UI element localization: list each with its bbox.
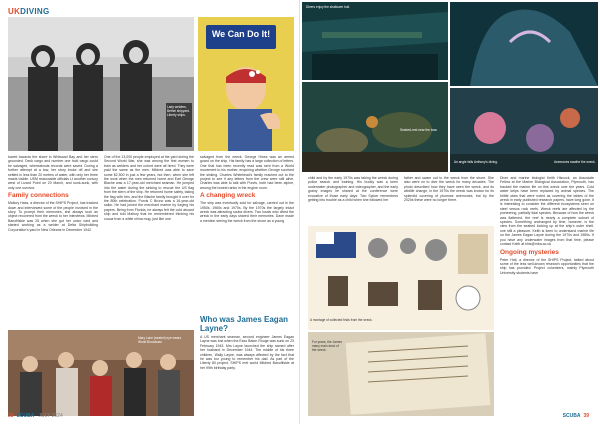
letter-photo xyxy=(308,332,494,416)
party-photo xyxy=(8,330,194,416)
seabed-photo xyxy=(302,82,448,172)
crew-photo-art xyxy=(8,17,194,151)
wreck-right-photo xyxy=(450,2,598,86)
column-text: child and by the early 1970s was taking the wreck during police search and training. His buddy was a keen underwater photographer and videographer, and the early grainy images he shared at the conference were evocative of those early days. Two Spicer remembers getting into trouble as a child when she followed her xyxy=(308,176,398,203)
crew-photo-caption: Lady welders, Bethel shipyard. Liberty ships. xyxy=(167,105,190,117)
artifacts-photo xyxy=(308,226,494,330)
who-was-heading: Who was James Eagan Layne? xyxy=(200,315,289,333)
right-column-1 xyxy=(308,176,398,204)
family-connections-heading: Family connections xyxy=(8,192,69,200)
letter-caption: For years, the James many main deck of the wreck. xyxy=(312,340,342,352)
right-page xyxy=(300,0,600,424)
left-column-1 xyxy=(8,155,98,234)
wreck-top-art xyxy=(302,2,448,80)
wreck-top-photo xyxy=(302,2,448,80)
left-column-2 xyxy=(104,155,194,223)
column-text: One of the 13,000 people employed at the yard during the Second World War, she was among the first women to train as welders and her cohort were all hired. They were paid the same as the men. Mildred was able to save some $2,500 in just a few years, but then, when she left the work when the men returned home and Earl George Blache was a 17-year-old merchant seaman. He jumped into the water during the sinking to rescue the US flag from the stern of the ship. He returned home safely, taking the flag with him, and the Blache family brought it over for the 80th celebration. Purvis C Bruno was a 16-year-old sailor. He had joined the merchant marine by forging his papers. Being from Florida, he always felt the cold aboard ship and told Mallory that he remembered thinking his cocoa from a white china mug, just like one xyxy=(104,155,195,221)
left-column-3 xyxy=(200,155,294,225)
ongoing-mysteries-heading: Ongoing mysteries xyxy=(500,248,559,256)
column-text: The ship was eventually sold for salvage, carried out in the 1950s, 1960s and 1970s. By the 1970s the largely intact wreck was attracting scuba divers. Two locals who dived the wreck in the early days shared their memories. Dave made a mention seeing the wreck from the shore as a young xyxy=(200,201,294,223)
poster-title: We Can Do It! xyxy=(211,29,271,39)
anemone-photo xyxy=(450,88,598,172)
seabed-art xyxy=(302,82,448,172)
left-footer: 38 SCUBA JULY 2024 xyxy=(8,413,63,419)
right-column-2 xyxy=(404,176,494,204)
seabed-caption: Seabed-rest near the bow. xyxy=(400,128,438,132)
right-column-3 xyxy=(500,176,594,277)
column-text: father and swam out to the wreck from the shore. She also went on to dive the wreck for many decades. The photo described how they have seen the wreck, and its wildlife change, in the 1970s the wreck was known for its splendid covering of plumose anemones, but by the 2020s these were no longer there. xyxy=(404,176,494,203)
changing-wreck-heading: A changing wreck xyxy=(200,192,256,200)
diver-caption: An angle falls Anthony's diving. xyxy=(454,160,498,164)
poster-image xyxy=(198,17,294,151)
column-text: Peter Holt, a director of the SHIPS Project, talked about some of the less well-known research opportunities that the ship has provided. Project volunteers, mainly Plymouth University students have xyxy=(500,257,594,275)
column-text: towed towards the shore in Whitsand Bay and her stern grounded. Deck cargo and number one hold cargo could be salvaged, whereabouts records were saved. During a further attempt at a tow, her story broke off and she settled in less than 20 metres of water, with only her three masts visible. USM reasonable officials Lt another convoy west of Lizard Point on 20 March, and sunk-sunk, with only one survivor. xyxy=(8,155,98,190)
column-text: salvaged from the wreck. George Hines was an armed guard on the ship. His family has a large collection of letters. One that has been recently read was sent from a World movement to his mother, enquiring whether George survived the sinking. Charles Whitehead's family reached out to the project to see if any letters from the crew were still alive. Charles was able to talk with Purvis, both had been alpine, among the lowest ranks in the engine room. xyxy=(200,155,294,190)
wreck-right-art xyxy=(450,2,598,86)
column-text: Mallory Hass, a director of the SHIPS Project, has tracked down and interviewed some of the people involved in the story. To prompt their memories, she always took an object recovered from the wreck to her interviews. Mildred Banofilskie was 25 when she got her unico card and started working as a welder at Delta Shipbuilding Corporation's yard in New Orleans in December 1942. xyxy=(8,201,98,232)
crew-photo xyxy=(8,17,194,151)
who-was-text: A US merchant seaman, second engineer James Eagan Layne was lost when the Esso Baton Rouge was sunk on 23 February 1943. Mrs Layne launched the ship named after her husband in December 1944. The middle of his three children, Wally Layne, was always affected by the fact that he was too young to remember his dad. As part of the Liberty 80 project, SHIPS met world Mildred Banofilskie at her 99th birthday party. xyxy=(200,335,294,370)
artifacts-caption: A montage of collected finds from the wreck. xyxy=(310,318,373,322)
artifacts-art xyxy=(308,226,494,330)
right-footer: SCUBA 39 xyxy=(562,413,589,419)
top-photo-caption: Divers enjoy the shallower hull. xyxy=(306,5,350,9)
who-was-box xyxy=(200,316,294,372)
section-tag: UKDIVING xyxy=(8,7,50,16)
anemone-caption: Anemones swathe the wreck. xyxy=(554,160,596,164)
column-text: Diver and marine biologist Keith Hiscock, an Associate Fellow at the Marine Biological Association, Plymouth, has tracked the marine life on this wreck over the years. Cold water kelps have been replaced by animal species. The brittle stars that were noted as covering the tables of the wreck in early published research papers, have long gone. It is interesting to consider the different ecosystems seen on steel versus rock reefs. Wreck reefs are affected by the pioneering, partially tidal species. Because of how the wreck was flattened, the reef is nearly a complete subset of species. Something unchanged by time, however, is the view from the seabed looking up at the ship's outer shell, one still a pleasure. Keith is keen to understand marine life on the James Eagan Layne during the 1970s and 1980s. If you have any underwater images from that time, please contact Keith at khis@mba.ac.uk xyxy=(500,176,594,247)
party-photo-caption: Mary Lane (seated) eye wears World Broadcast. xyxy=(138,336,182,344)
